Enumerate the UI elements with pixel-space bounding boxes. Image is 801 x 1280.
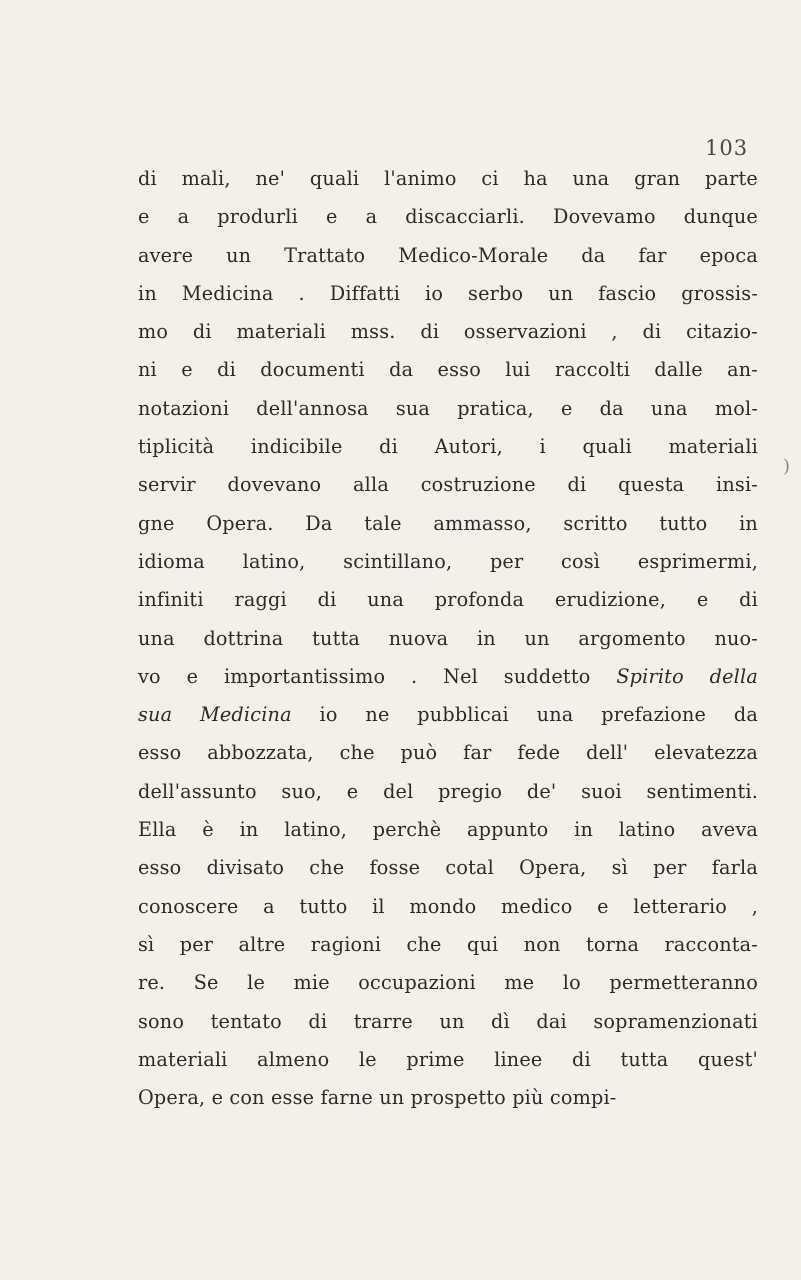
- text-line: mo di materiali mss. di osservazioni , di citazio-: [138, 320, 758, 344]
- text-line: Opera, e con esse farne un prospetto più compi-: [138, 1086, 617, 1110]
- text-segment: vo e importantissimo . Nel suddetto: [138, 664, 591, 688]
- text-line: esso abbozzata, che può far fede dell' elevatezza: [138, 741, 758, 765]
- italic-title: sua Medicina: [138, 703, 292, 727]
- text-line: re. Se le mie occupazioni me lo permetteranno: [138, 971, 758, 995]
- text-line: tiplicità indicibile di Autori, i quali materiali: [138, 435, 758, 459]
- margin-mark: ): [783, 456, 791, 477]
- text-line: idioma latino, scintillano, per così esprimermi,: [138, 549, 758, 573]
- text-line: esso divisato che fosse cotal Opera, sì per farla: [138, 856, 758, 880]
- text-line: conoscere a tutto il mondo medico e letterario ,: [138, 894, 758, 918]
- text-line: una dottrina tutta nuova in un argomento nuo-: [138, 626, 758, 650]
- text-line: di mali, ne' quali l'animo ci ha una gran parte: [138, 167, 758, 190]
- text-line-with-italic: [138, 696, 758, 734]
- text-line: Ella è in latino, perchè appunto in latino aveva: [138, 818, 758, 842]
- text-line: e a produrli e a discacciarli. Dovevamo dunque: [138, 205, 758, 229]
- text-line: ni e di documenti da esso lui raccolti dalle an-: [138, 358, 758, 382]
- text-line: in Medicina . Diffatti io serbo un fascio grossis-: [138, 281, 758, 305]
- text-line-with-italic: [138, 658, 758, 696]
- body-text: [138, 160, 758, 1117]
- text-line: avere un Trattato Medico-Morale da far epoca: [138, 243, 758, 267]
- italic-title: Spirito della: [616, 664, 758, 688]
- text-line: servir dovevano alla costruzione di questa insi-: [138, 473, 758, 497]
- text-line: gne Opera. Da tale ammasso, scritto tutto in: [138, 511, 758, 535]
- text-line: materiali almeno le prime linee di tutta quest': [138, 1047, 758, 1071]
- text-line: infiniti raggi di una profonda erudizione, e di: [138, 588, 758, 612]
- text-segment: io ne pubblicai una prefazione da: [291, 703, 758, 727]
- page-number: 103: [705, 136, 749, 160]
- text-line: dell'assunto suo, e del pregio de' suoi sentimenti.: [138, 779, 758, 803]
- text-line: notazioni dell'annosa sua pratica, e da una mol-: [138, 396, 758, 420]
- text-line: sono tentato di trarre un dì dai sopramenzionati: [138, 1009, 758, 1033]
- text-line: sì per altre ragioni che qui non torna racconta-: [138, 932, 758, 956]
